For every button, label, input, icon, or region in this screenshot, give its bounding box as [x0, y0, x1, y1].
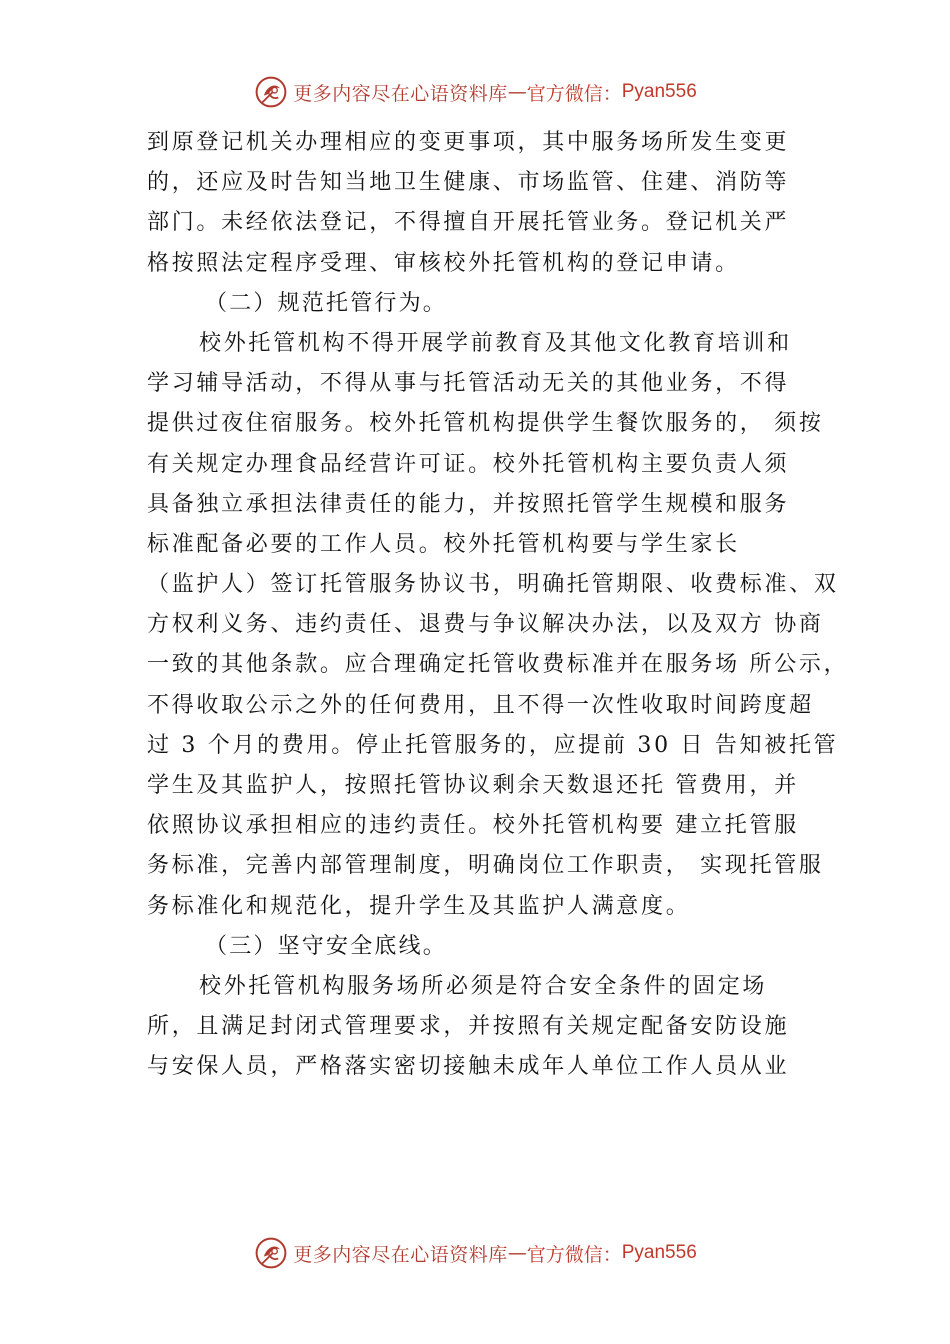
paragraph-line: 学习辅导活动，不得从事与托管活动无关的其他业务，不得 [147, 371, 790, 397]
section-heading-2: （二）规范托管行为。 [205, 290, 448, 316]
paragraph-line: 标准配备必要的工作人员。校外托管机构要与学生家长 [147, 531, 740, 557]
paragraph-line: 的，还应及时告知当地卫生健康、市场监管、住建、消防等 [147, 170, 790, 196]
banner-brand: 更多内容尽在心语资料库 [293, 82, 508, 105]
paragraph-line: 到原登记机关办理相应的变更事项，其中服务场所发生变更 [147, 130, 790, 155]
banner-wechat-id: Pyan556 [621, 1242, 697, 1263]
paragraph-line: 提供过夜住宿服务。校外托管机构提供学生餐饮服务的， 须按 [147, 411, 824, 437]
paragraph-line: 一致的其他条款。应合理确定托管收费标准并在服务场 所公示， [147, 652, 849, 678]
paragraph-line: 依照协议承担相应的违约责任。校外托管机构要 建立托管服 [147, 813, 799, 839]
header-banner [0, 72, 950, 112]
rose-icon [253, 1235, 289, 1271]
paragraph-line: 具备独立承担法律责任的能力，并按照托管学生规模和服务 [147, 491, 790, 517]
paragraph-line: 与安保人员，严格落实密切接触未成年人单位工作人员从业 [147, 1054, 790, 1080]
paragraph-line: 格按照法定程序受理、审核校外托管机构的登记申请。 [147, 250, 740, 276]
paragraph-line: 学生及其监护人，按照托管协议剩余天数退还托 管费用，并 [147, 773, 799, 798]
paragraph-line: 不得收取公示之外的任何费用，且不得一次性收取时间跨度超 [147, 692, 814, 718]
paragraph-line: 校外托管机构服务场所必须是符合安全条件的固定场 [199, 973, 768, 999]
banner-wechat-label: 官方微信： [526, 82, 622, 105]
document-body [147, 123, 849, 1088]
paragraph-line: 过 3 个月的费用。停止托管服务的，应提前 30 日 告知被托管 [147, 732, 839, 758]
paragraph-line: 所，且满足封闭式管理要求，并按照有关规定配备安防设施 [147, 1014, 790, 1040]
banner-wechat-label: 官方微信： [526, 1243, 622, 1266]
paragraph-line: （监护人）签订托管服务协议书，明确托管期限、收费标准、双 [147, 572, 839, 598]
banner-brand: 更多内容尽在心语资料库 [293, 1243, 508, 1266]
paragraph-line: 务标准，完善内部管理制度，明确岗位工作职责， 实现托管服 [147, 853, 824, 879]
footer-banner [0, 1233, 950, 1273]
banner-wechat-id: Pyan556 [621, 81, 697, 102]
paragraph-line: 有关规定办理食品经营许可证。校外托管机构主要负责人须 [147, 451, 790, 477]
paragraph-line: 部门。未经依法登记，不得擅自开展托管业务。登记机关严 [147, 210, 790, 236]
paragraph-line: 方权利义务、违约责任、退费与争议解决办法，以及双方 协商 [147, 612, 824, 638]
paragraph-line: 校外托管机构不得开展学前教育及其他文化教育培训和 [199, 330, 792, 356]
section-heading-3: （三）坚守安全底线。 [205, 933, 448, 959]
rose-icon [253, 74, 289, 110]
paragraph-line: 务标准化和规范化，提升学生及其监护人满意度。 [147, 893, 691, 919]
banner-dash: — [507, 81, 527, 103]
banner-dash: — [507, 1242, 527, 1264]
